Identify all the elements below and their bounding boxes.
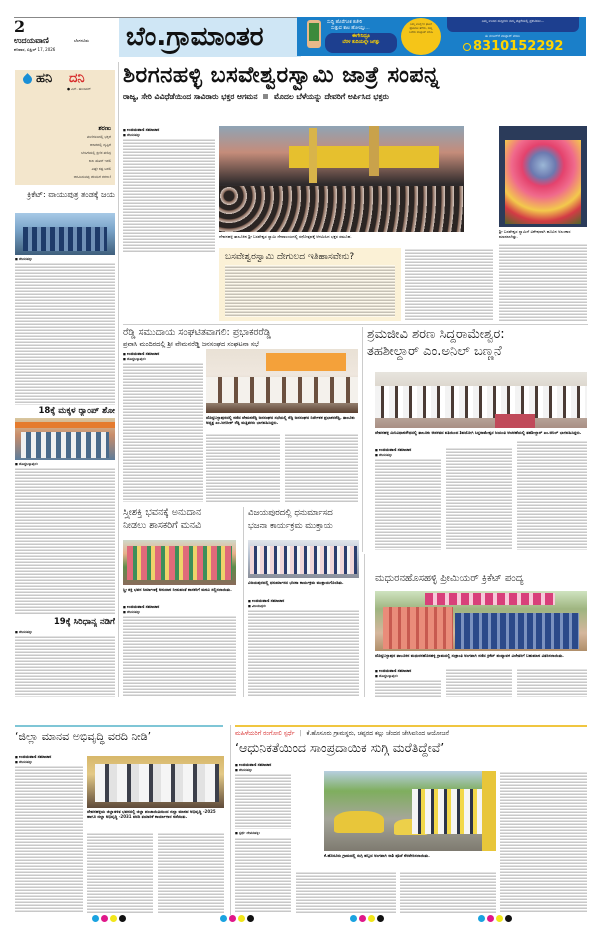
streeshakti-photo: [123, 540, 236, 585]
phone-hand-icon: [307, 20, 321, 48]
lead-photo-caption: ದೇವನಹಳ್ಳಿ ತಾಲೂಕಿನ ಶ್ರೀ ಬಸವೇಶ್ವರ ಸ್ವಾಮಿ ದೇವಾಲಯದಲ್ಲಿ ರಥೋತ್ಸವಕ್ಕೆ ಆಗಮಿಸಿದ ಭಕ್ತರ ಸಮೂಹ.: [219, 234, 352, 239]
shramajeevi-body-col1: [375, 458, 441, 550]
lead-body-col3: [405, 248, 493, 321]
reddy-dateline: ■ ದೊಡ್ಡಬಳ್ಳಾಪುರ:: [123, 357, 155, 362]
cricket-headline: ಮಧುರನಹೊಸಹಳ್ಳಿ ಪ್ರೀಮಿಯರ್ ಕ್ರಿಕೆಟ್ ಪಂದ್ಯ: [375, 573, 524, 584]
reddy-body-col1: [123, 362, 203, 502]
reddy-headline: ರೆಡ್ಡಿ ಸಮುದಾಯ ಸಂಘಟಿತವಾಗಲಿ: ಪ್ರಭಾಕರರೆಡ್ಡಿ: [123, 327, 271, 338]
poem-line: ಎಷ್ಟೇ ಕಷ್ಟ ಬರಲಿ: [91, 167, 111, 171]
advert-banner: [297, 17, 586, 56]
advert-circle-text: ನಿಮ್ಮ ಊರ್ಲ್ಲಿನ ಘಟನೆ ಫೋಟೋ ತೆಗೆದು, ಸುದ್ದಿ ಬರೆದು ವಾಟ್ಸಾಪ್ ಮಾಡಿ: [409, 23, 433, 34]
left-story-dateline: ■ ದೇವನಹಳ್ಳಿ:: [15, 630, 43, 635]
suggi-caption: ಕೆ.ಹೊಸೂರು ಗ್ರಾಮದಲ್ಲಿ ಸುಗ್ಗಿ ಹಬ್ಬದ ಅಂಗವಾಗಿ ರಾಶಿ ಪೂಜೆ ನೆರವೇರಿಸಲಾಯಿತು.: [324, 853, 430, 858]
cyan-dot: [92, 915, 99, 922]
advert-box-text: ನಿಮ್ಮ ಊರಿನ ಸುದ್ದಿಗಳು ನಮ್ಮ ಪತ್ರಿಕೆಯಲ್ಲಿ ಪ್ರಕಟಿಸಲು...: [481, 19, 545, 23]
jilla-byline: ■ ಉದಯವಾಣಿ ಸಮಾಚಾರ: [15, 754, 85, 760]
dani-logo: ದನಿ: [69, 71, 85, 86]
water-drop-icon: [21, 73, 34, 86]
lead-byline: ■ ಉದಯವಾಣಿ ಸಮಾಚಾರ: [123, 127, 203, 133]
reddy-body-col2: [206, 433, 280, 503]
jilla-caption: ದೇವನಹಳ್ಳಿಯ ಜಿಲ್ಲಾಡಳಿತ ಭವನದಲ್ಲಿ ಜಿಲ್ಲಾ ಪಂಚಾಯಿತಿಯಿಂದ ಜಿಲ್ಲಾ ಮಾನವ ಅಭಿವೃದ್ಧಿ -2025 ಹಾಗೂ ಜಿಲ್ಲಾ ಅಭಿವೃದ್ಧಿ -2031 ವರದಿ ತಯಾರಿಕೆ ಕಾರ್ಯಾಗಾರ ನಡೆಯಿತು.: [87, 809, 216, 819]
cricket-dateline: ■ ದೊಡ್ಡಬಳ್ಳಾಪುರ:: [375, 674, 407, 679]
suggi-rule: [235, 725, 587, 727]
magenta-dot: [487, 915, 494, 922]
honi-logo: ಹನಿ: [36, 71, 53, 86]
vijayapura-headline-2: ಭಜನಾ ಕಾರ್ಯಕ್ರಮ ಮುಕ್ತಾಯ: [248, 521, 333, 531]
advert-badge: [325, 33, 397, 53]
jilla-body-col3: [158, 832, 224, 913]
edition-label: ಬೆಂಗಳೂರು: [74, 38, 89, 43]
deity-photo: [499, 126, 587, 227]
streeshakti-headline-2: ನೀಡಲು ಶಾಸಕರಿಗೆ ಮನವಿ: [123, 520, 202, 531]
streeshakti-dateline: ■ ದೇವನಹಳ್ಳಿ:: [123, 610, 149, 615]
advert-badge-text-1: ಈಗೇನಿದ್ರೂ: [351, 33, 371, 39]
advert-phone: 8310152292: [473, 39, 564, 54]
paper-name: ಉದಯವಾಣಿ: [14, 36, 49, 45]
vijayapura-dateline: ■ ವಿಜಯಪುರ:: [248, 604, 270, 609]
left-story-body: [15, 467, 115, 615]
jilla-rule: [15, 725, 223, 727]
vijayapura-byline: ■ ಉದಯವಾಣಿ ಸಮಾಚಾರ: [248, 598, 318, 604]
reddy-subhead: ಪ್ರವಾಸಿ ಮಂದಿರದಲ್ಲಿ ಶ್ರೀ ವೇಮನರೆಡ್ಡಿ ಜನಸಂಘದ ಸಂಘಟನಾ ಸಭೆ: [123, 340, 259, 348]
suggi-body-col2: [296, 871, 396, 913]
registration-marks: [92, 915, 132, 923]
suggi-photo: [324, 771, 496, 851]
cyan-dot: [350, 915, 357, 922]
black-dot: [377, 915, 384, 922]
registration-marks: [478, 915, 518, 923]
poem-title: ಶರಣು: [98, 125, 111, 132]
streeshakti-caption: ಸ್ತ್ರೀ ಶಕ್ತಿ ಭವನ ನಿರ್ಮಾಣಕ್ಕೆ ಅನುದಾನ ನೀಡುವಂತೆ ಶಾಸಕರಿಗೆ ಮನವಿ ಸಲ್ಲಿಸಲಾಯಿತು.: [123, 587, 232, 592]
registration-marks: [350, 915, 390, 923]
left-story-headline: 18ಕ್ಕೆ ಮಕ್ಕಳ ರ‍್ಯಾಂಪ್ ಶೋ: [38, 406, 115, 416]
shramajeevi-headline-2: ತಹಶೀಲ್ದಾರ್ ಎಂ.ಅನಿಲ್ ಬಣ್ಣನೆ: [367, 344, 502, 359]
magenta-dot: [101, 915, 108, 922]
lead-subhead-b: ಮೊದಲ ಬೆಳೆಯನ್ನು ದೇವರಿಗೆ ಅರ್ಪಿಸಿದ ಭಕ್ತರು: [273, 92, 389, 101]
suggi-kicker: ಮಹಿಳೆಯರಿಗೆ ರಂಗೋಲಿ ಸ್ಪರ್ಧೆ: [235, 730, 295, 737]
left-story-body: [15, 262, 115, 405]
left-story-dateline: ■ ದೊಡ್ಡಬಳ್ಳಾಪುರ:: [15, 462, 49, 467]
cricket-body-col3: [517, 668, 587, 697]
suggi-byline: ■ ಉದಯವಾಣಿ ಸಮಾಚಾರ: [235, 762, 295, 768]
advert-text-2: ಸುತ್ತುವ ಕಾಲ ಹೋಯ್ತು...: [331, 26, 370, 31]
page-number: 2: [14, 17, 26, 36]
history-box: [219, 248, 401, 321]
cyan-dot: [478, 915, 485, 922]
left-story-body: [15, 635, 115, 697]
lead-subhead: [123, 92, 588, 102]
poem-line: ಮಣಿಗಳಿಂದಲ್ಲಿ ಭಕ್ತಿಗೆ: [86, 135, 111, 139]
suggi-headline: ‘ಆಧುನಿಕತೆಯಿಂದ ಸಾಂಪ್ರದಾಯಿಕ ಸುಗ್ಗಿ ಮರೆತಿದ್ದೇವೆ’: [235, 740, 445, 755]
cricket-caption: ದೊಡ್ಡಬಳ್ಳಾಪುರ ತಾಲೂಕಿನ ಮಧುರನಹೊಸಹಳ್ಳಿ ಗ್ರಾಮದಲ್ಲಿ ಸಂಕ್ರಾಂತಿ ಅಂಗವಾಗಿ ನಡೆದ ಕ್ರಿಕೆಟ್ ಪಂದ್ಯಾವಳಿ ವಿಜೇತರಿಗೆ ಬಹುಮಾನ ವಿತರಿಸಲಾಯಿತು.: [375, 653, 564, 658]
advert-circle: [401, 18, 441, 55]
yellow-dot: [110, 915, 117, 922]
vijayapura-body: [248, 609, 359, 697]
bullet-square-icon: [263, 94, 268, 99]
jilla-body-col1: [15, 765, 83, 913]
suggi-kicker-detail: ಕೆ.ಹೊಸೂರು ಗ್ರಾಮಸ್ಥರು, ಚಪ್ಪರದ ಕಲ್ಲು ಚೆಂದನ ಜೇಸಿಐನಿಂದ ಆಯೋಜನೆ: [306, 730, 449, 737]
cricket-team-photo: [375, 591, 587, 651]
shramajeevi-dateline: ■ ದೇವನಹಳ್ಳಿ:: [375, 453, 403, 458]
shramajeevi-byline: ■ ಉದಯವಾಣಿ ಸಮಾಚಾರ: [375, 447, 445, 453]
history-box-title: ಬಸವೇಶ್ವರಸ್ವಾಮಿ ದೇಗುಲದ ಇತಿಹಾಸವೇನು?: [225, 252, 355, 262]
magenta-dot: [359, 915, 366, 922]
advert-text-1: ಸುದ್ದಿ ಹೊರೆಗೂಕ ಕಚೇರಿ: [327, 20, 363, 25]
left-story-headline: 19ಕ್ಕೆ ಸಿರಿಧಾನ್ಯ ನಡಿಗೆ: [53, 617, 115, 627]
deity-caption: ಶ್ರೀ ಬಸವೇಶ್ವರ ಸ್ವಾಮಿಗೆ ವಿಶೇಷವಾಗಿ ಹೂವಿನ ಅಲಂಕಾರ ಮಾಡಲಾಗಿತ್ತು.: [499, 229, 571, 239]
rampshow-photo: [15, 418, 115, 460]
cricket-photo: [15, 213, 115, 255]
streeshakti-body: [123, 615, 236, 697]
shramajeevi-body-col2: [446, 447, 512, 550]
advert-badge-text-2: ಬೆರಳ ತುದಿಯಲ್ಲೇ ಜಗತ್ತು: [342, 40, 380, 45]
poem-line: ಕಾಲ ಹೋಗೆ ಇರಲಿ: [88, 159, 111, 163]
lead-body: [123, 138, 215, 252]
advert-box: [447, 17, 579, 32]
poem-box: [15, 123, 115, 185]
suggi-dateline: ■ ದೇವನಹಳ್ಳಿ:: [235, 768, 259, 773]
lead-subhead-a: ರಾಜ್ಯ, ಸೇರಿ ವಿವಿಧೆಡೆಯಿಂದ ಸಾವಿರಾರು ಭಕ್ತರ ಆಗಮನ: [123, 92, 258, 101]
black-dot: [247, 915, 254, 922]
kicker-divider: |: [299, 730, 302, 737]
whatsapp-icon: [463, 43, 471, 51]
cricket-body-col2: [446, 668, 512, 697]
cyan-dot: [220, 915, 227, 922]
jilla-photo: [87, 756, 224, 808]
section-title: ಬೆಂ.ಗ್ರಾಮಾಂತರ: [126, 22, 264, 52]
honi-dani-column: [15, 70, 115, 123]
shramajeevi-headline-1: ಶ್ರಮಜೀವಿ ಶರಣ ಸಿದ್ದರಾಮೇಶ್ವರ:: [367, 327, 505, 342]
jilla-body-col2: [87, 832, 153, 913]
lead-headline: ಶಿರಗನಹಳ್ಳಿ ಬಸವೇಶ್ವರಸ್ವಾಮಿ ಜಾತ್ರೆ ಸಂಪನ್ನ: [123, 63, 440, 88]
shramajeevi-photo: [375, 372, 587, 428]
poem-line: ಆಕಾಶದಲ್ಲಿ ದೃಷ್ಟಿಗೆ: [89, 143, 111, 147]
poem-line: ಬೇಸಿಗೆಯಲ್ಲಿ ಕ್ಷಣಿಕ ತಣಿವು: [81, 151, 111, 155]
suggi-body-col1: [235, 773, 291, 829]
yellow-dot: [238, 915, 245, 922]
vijayapura-caption: ವಿಜಯಪುರದಲ್ಲಿ ಧನುರ್ಮಾಸದ ಭಜನಾ ಕಾರ್ಯಕ್ರಮ ಮುಕ್ತಾಯಗೊಂಡಿತು.: [248, 580, 344, 585]
column-author: ● ಎನ್. ಹುಂಡಿಸರ್: [67, 87, 91, 91]
vijayapura-photo: [248, 540, 359, 578]
poem-line: ಆಗಮಿಸುವವು ದೇವನಿಗೆ ಶರಣು!: [73, 175, 111, 179]
yellow-dot: [368, 915, 375, 922]
suggi-body-col4: [500, 771, 587, 913]
cricket-byline: ■ ಉದಯವಾಣಿ ಸಮಾಚಾರ: [375, 668, 445, 674]
cricket-body-col1: [375, 679, 441, 697]
reddy-photo-caption: ದೊಡ್ಡಬಳ್ಳಾಪುರದಲ್ಲಿ ನಡೆದ ವೇಮನರೆಡ್ಡಿ ಜನಸಂಘದ ಸಭೆಯಲ್ಲಿ ರೆಡ್ಡಿ ಜನಸಂಘದ ನಿರ್ದೇಶಕ ಪ್ರಭಾಕರರೆಡ್ಡಿ, ತಾಲೂಕು ಅಧ್ಯಕ್ಷ ಎಂ.ಜಗದೀಶ್ ರೆಡ್ಡಿ ಮತ್ತಿತರರು ಭಾಗವಹಿಸಿದ್ದರು.: [206, 415, 355, 425]
lead-crowd-photo: [219, 126, 464, 232]
yellow-dot: [496, 915, 503, 922]
lead-body-col4: [499, 243, 587, 321]
reddy-body-col3: [285, 433, 358, 503]
streeshakti-byline: ■ ಉದಯವಾಣಿ ಸಮಾಚಾರ: [123, 604, 193, 610]
shramajeevi-caption: ದೇವನಹಳ್ಳಿ ಮಿನಿವಿಧಾನಸೌಧದಲ್ಲಿ ತಾಲೂಕು ಆಡಳಿತದ ವತಿಯಿಂದ ಶಿವಯೋಗಿ ಸಿದ್ದರಾಮೇಶ್ವರ ಜಯಂತಿ ಆಚರಣೆಯಲ್ಲಿ ತಹಶೀಲ್ದಾರ್ ಎಂ.ಅನಿಲ್ ಭಾಗವಹಿಸಿದ್ದರು.: [375, 430, 582, 435]
suggi-sub-dateline: ■ ಸ್ಪರ್ಧೆ ದೇವನಹಳ್ಳಿ:: [235, 831, 275, 836]
streeshakti-headline-1: ಸ್ತ್ರೀಶಕ್ತಿ ಭವನಕ್ಕೆ ಅನುದಾನ: [123, 507, 202, 518]
history-box-body: [225, 265, 395, 317]
issue-date: ಶನಿವಾರ, ಏಪ್ರಿಲ್ 17, 2026: [14, 47, 56, 52]
black-dot: [505, 915, 512, 922]
suggi-body-col3: [400, 871, 496, 913]
suggi-kicker-row: [235, 729, 587, 738]
magenta-dot: [229, 915, 236, 922]
vijayapura-headline-1: ವಿಜಯಪುರದಲ್ಲಿ ಧನುರ್ಮಾಸದ: [248, 508, 333, 518]
reddy-photo: [206, 349, 358, 413]
left-story-dateline: ■ ದೇವನಹಳ್ಳಿ:: [15, 257, 45, 262]
lead-dateline: ■ ದೇವನಹಳ್ಳಿ:: [123, 133, 147, 138]
left-story-headline: ಕ್ರಿಕೆಟ್: ವಾಯುಪುತ್ರ ತಂಡಕ್ಕೆ ಜಯ: [27, 190, 115, 199]
reddy-byline: ■ ಉದಯವಾಣಿ ಸಮಾಚಾರ: [123, 351, 198, 357]
suggi-body-col1b: [235, 837, 291, 913]
advert-whatsapp-label: ಈ ನಂಬರ್‌ಗೆ ವಾಟ್ಸಾಪ್ ಮಾಡಿ: [485, 34, 520, 38]
black-dot: [119, 915, 126, 922]
jilla-dateline: ■ ದೇವನಹಳ್ಳಿ:: [15, 760, 39, 765]
registration-marks: [220, 915, 260, 923]
jilla-headline: ‘ಜಿಲ್ಲಾ ಮಾನವ ಅಭಿವೃದ್ಧಿ ವರದಿ ನೀಡಿ’: [15, 730, 152, 743]
shramajeevi-body-col3: [517, 440, 587, 550]
